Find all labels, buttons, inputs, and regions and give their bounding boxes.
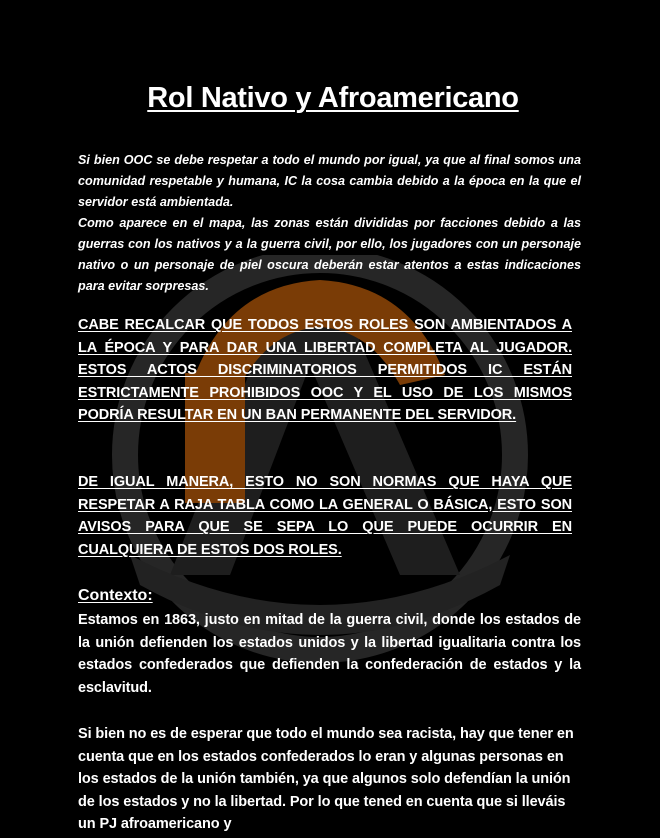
page-title: Rol Nativo y Afroamericano bbox=[147, 82, 519, 114]
warning-paragraph: DE IGUAL MANERA, ESTO NO SON NORMAS QUE HAYA QUE RESPETAR A RAJA TABLA COMO LA GENERAL O BÁSICA, ESTO SON AVISOS PARA QUE SE SEPA LO QUE PUEDE OCURRIR EN CUALQUIERA DE ESTOS DOS ROLES. bbox=[78, 474, 572, 558]
warning-paragraph: CABE RECALCAR QUE TODOS ESTOS ROLES SON AMBIENTADOS A LA ÉPOCA Y PARA DAR UNA LIBERTAD COMPLETA AL JUGADOR. ESTOS ACTOS DISCRIMINATORIOS PERMITIDOS IC ESTÁN ESTRICTAMENTE PROHIBIDOS OOC Y EL USO DE LOS MISMOS PODRÍA RESULTAR EN UN BAN PERMANENTE DEL SERVIDOR. bbox=[78, 317, 572, 423]
context-paragraph: Estamos en 1863, justo en mitad de la guerra civil, donde los estados de la unión defienden los estados unidos y la libertad igualitaria contra los estados confederados que defienden la confederación de estados y la esclavitud. bbox=[78, 612, 581, 696]
intro-block bbox=[78, 150, 581, 297]
intro-paragraph: Como aparece en el mapa, las zonas están divididas por facciones debido a las guerras con los nativos y a la guerra civil, por ello, los jugadores con un personaje nativo o un personaje de piel oscura deberán estar atentos a estas indicaciones para evitar sorpresas. bbox=[78, 216, 581, 293]
intro-paragraph: Si bien OOC se debe respetar a todo el mundo por igual, ya que al final somos una comunidad respetable y humana, IC la cosa cambia debido a la época en la que el servidor está ambientada. bbox=[78, 153, 581, 209]
context-heading: Contexto: bbox=[78, 587, 153, 604]
context-paragraph: Si bien no es de esperar que todo el mundo sea racista, hay que tener en cuenta que en los estados confederados lo eran y algunas personas en los estados de la unión también, ya que algunos solo defendían la unión de los estados y no la libertad. Por lo que tened en cuenta que si lleváis un PJ afroamericano y bbox=[78, 726, 574, 832]
